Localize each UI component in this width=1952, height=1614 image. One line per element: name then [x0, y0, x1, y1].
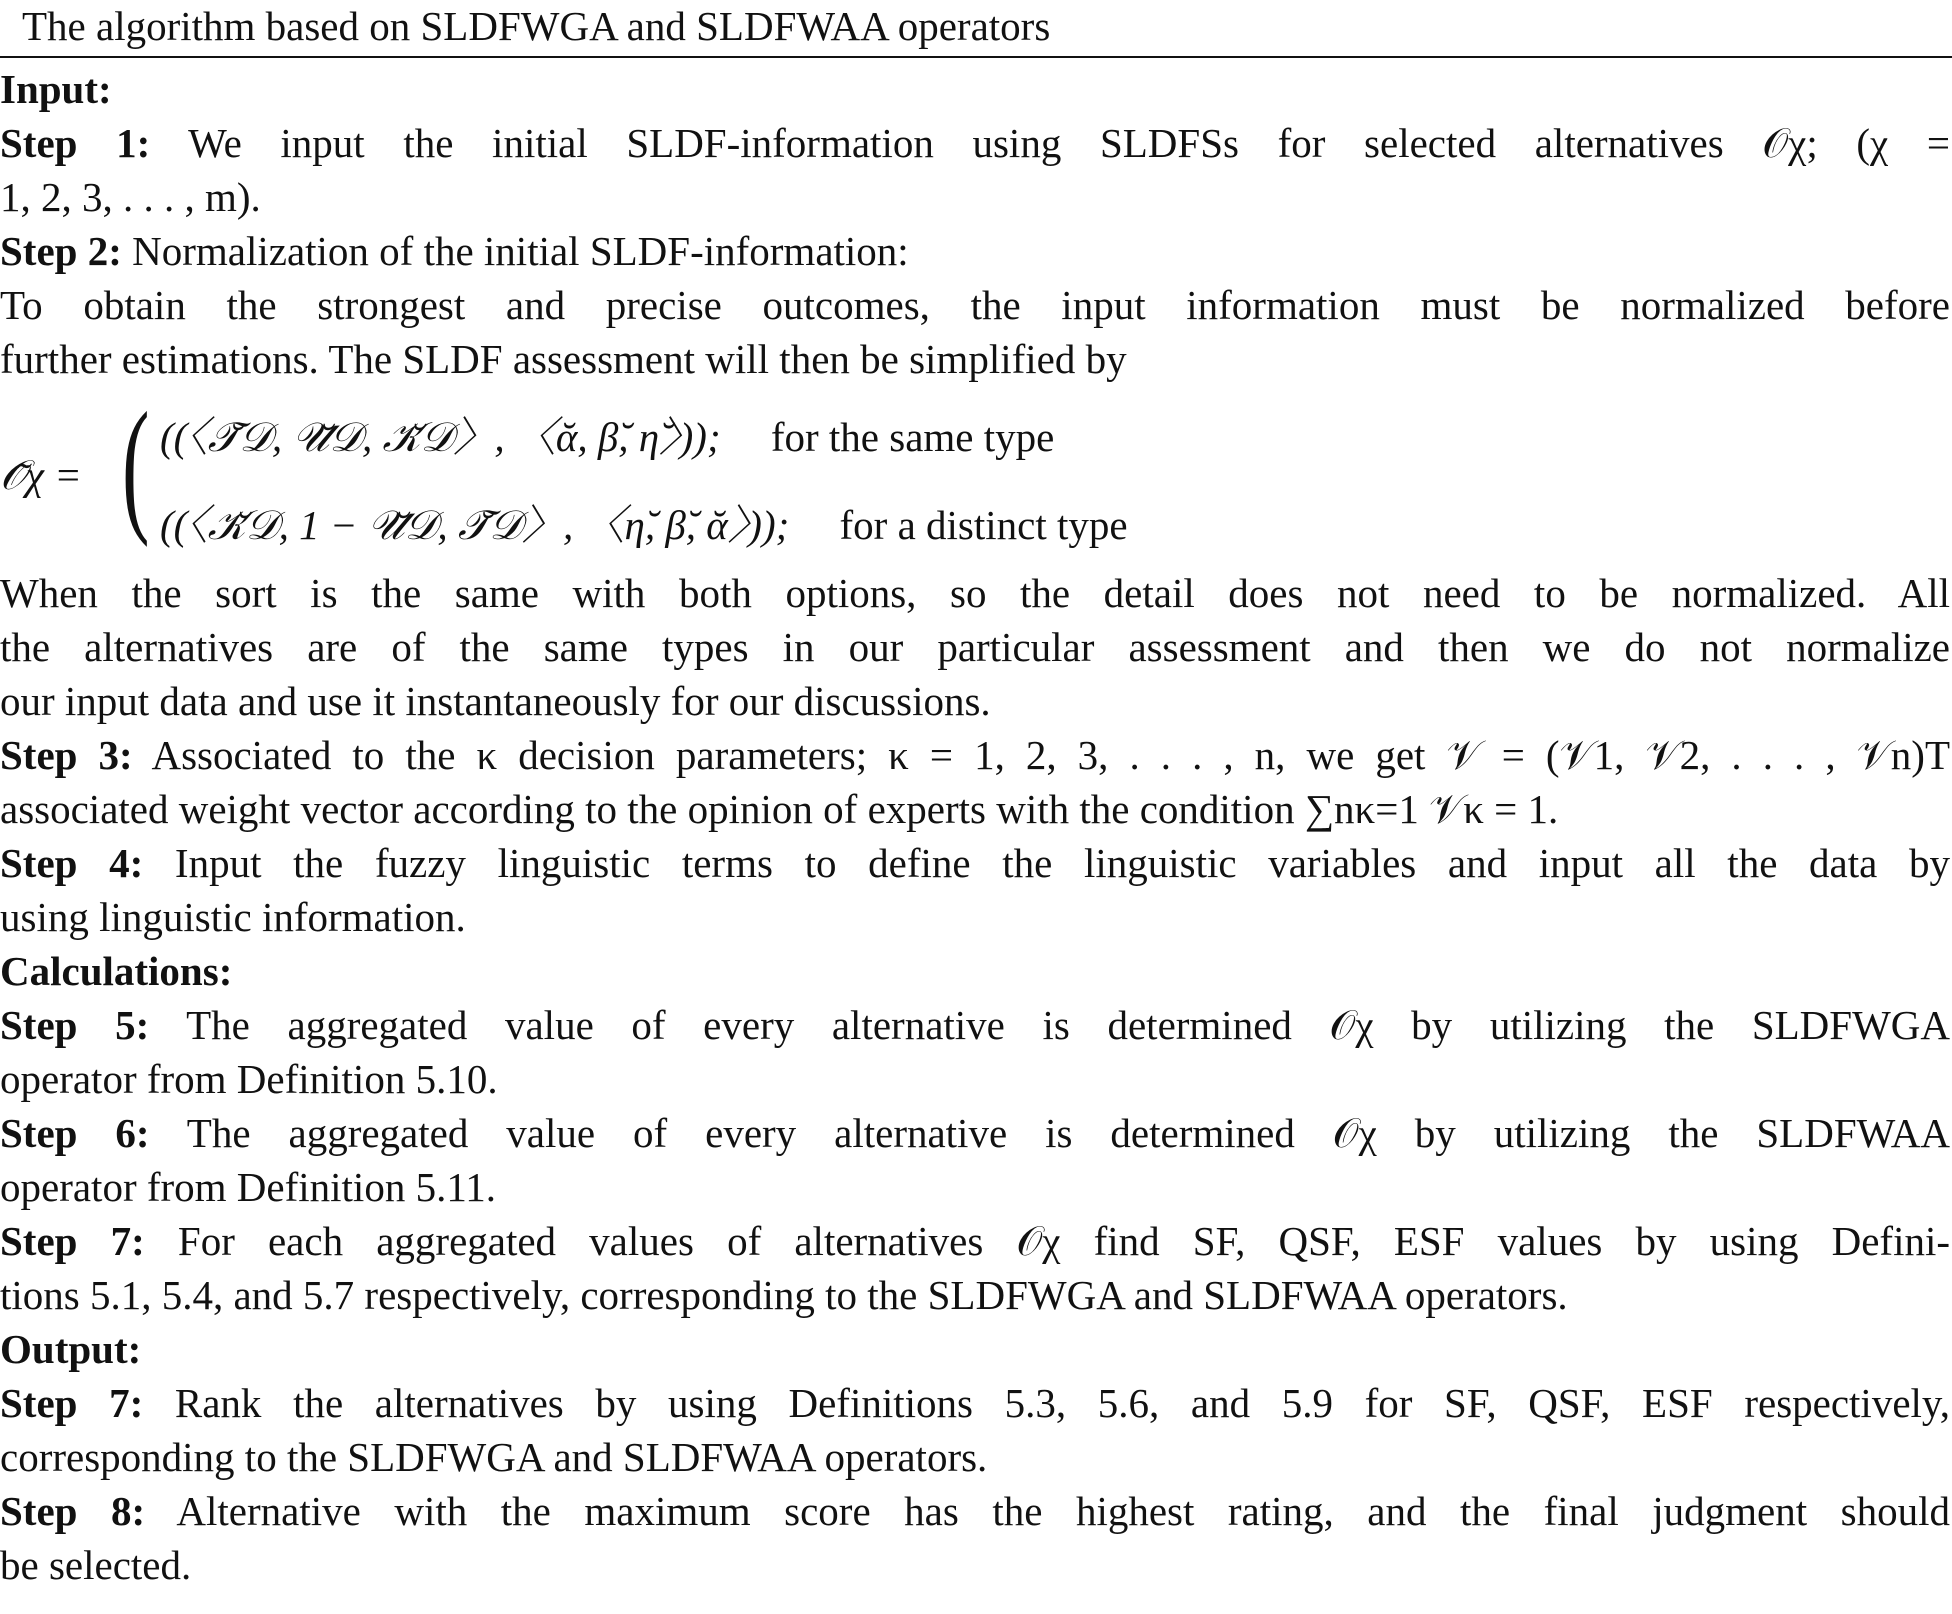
step6-line1: [0, 1106, 1950, 1160]
normalization-formula: [0, 382, 1200, 566]
algorithm-body: [0, 62, 1950, 1592]
step8-label: Step 8:: [0, 1488, 146, 1534]
step6-label: Step 6:: [0, 1110, 150, 1156]
step3-label: Step 3:: [0, 732, 133, 778]
formula-row2-type: for a distinct type: [839, 502, 1128, 548]
calculations-heading: Calculations:: [0, 948, 233, 994]
formula-row2-expr: ((〈𝒦̆𝒟, 1 − 𝒰̆𝒟, 𝒯̆𝒟〉, 〈η̆, β̆, ᾰ〉));: [160, 502, 790, 548]
step8-line1: [0, 1484, 1950, 1538]
step7a-line2: tions 5.1, 5.4, and 5.7 respectively, corresponding to the SLDFWGA and SLDFWAA operators.: [0, 1272, 1568, 1318]
step3-text-1: Associated to the κ decision parameters; κ = 1, 2, 3, . . . , n, we get 𝒱 = (𝒱1, 𝒱2, . . . , 𝒱n)T: [151, 732, 1950, 778]
step7a-text-1: For each aggregated values of alternatives 𝒪χ find SF, QSF, ESF values by using Defini-: [177, 1218, 1951, 1264]
formula-row1-expr: ((〈𝒯̆𝒟, 𝒰̆𝒟, 𝒦̆𝒟〉, 〈ᾰ, β̆, η̆〉));: [160, 414, 721, 460]
step7b-text-1: Rank the alternatives by using Definitions 5.3, 5.6, and 5.9 for SF, QSF, ESF respectively,: [174, 1380, 1951, 1426]
step2-line: [0, 224, 1950, 278]
step5-text-1: The aggregated value of every alternative is determined 𝒪χ by utilizing the SLDFWGA: [186, 1002, 1950, 1048]
step5-line2: operator from Definition 5.10.: [0, 1056, 498, 1102]
step2-para-line2: further estimations. The SLDF assessment will then be simplified by: [0, 336, 1127, 382]
step2-para-line1: To obtain the strongest and precise outcomes, the input information must be normalized before: [0, 282, 1950, 328]
step4-line2: using linguistic information.: [0, 894, 466, 940]
step5-label: Step 5:: [0, 1002, 150, 1048]
formula-row-distinct-type: [160, 498, 1128, 552]
step8-line2: be selected.: [0, 1542, 192, 1588]
step6-text-1: The aggregated value of every alternative is determined 𝒪χ by utilizing the SLDFWAA: [186, 1110, 1951, 1156]
step6-line2: operator from Definition 5.11.: [0, 1164, 497, 1210]
formula-row1-type: for the same type: [770, 414, 1055, 460]
step3-line1: [0, 728, 1950, 782]
formula-brace: (: [122, 382, 150, 548]
step7a-line1: [0, 1214, 1950, 1268]
step8-text-1: Alternative with the maximum score has the highest rating, and the final judgment should: [176, 1488, 1951, 1534]
step2-label: Step 2:: [0, 228, 122, 274]
step1-text-1: We input the initial SLDF-information using SLDFSs for selected alternatives 𝒪χ; (χ =: [188, 120, 1951, 166]
step5-line1: [0, 998, 1950, 1052]
formula-lhs: 𝒪̃χ =: [0, 452, 82, 498]
step4-line1: [0, 836, 1950, 890]
normalize-para-line2: the alternatives are of the same types in our particular assessment and then we do not normalize: [0, 624, 1950, 670]
normalize-para-line3: our input data and use it instantaneously for our discussions.: [0, 678, 991, 724]
normalize-para-line1: When the sort is the same with both options, so the detail does not need to be normalized. All: [0, 570, 1950, 616]
step4-label: Step 4:: [0, 840, 144, 886]
step7b-line2: corresponding to the SLDFWGA and SLDFWAA operators.: [0, 1434, 988, 1480]
step7b-line1: [0, 1376, 1950, 1430]
step3-line2: associated weight vector according to the opinion of experts with the condition ∑nκ=1 𝒱κ = 1.: [0, 786, 1559, 832]
step2-text: Normalization of the initial SLDF-information:: [132, 228, 909, 274]
formula-row-same-type: [160, 410, 1054, 464]
step4-text-1: Input the fuzzy linguistic terms to define the linguistic variables and input all the data by: [174, 840, 1950, 886]
title-rule: [0, 56, 1952, 58]
step7a-label: Step 7:: [0, 1218, 145, 1264]
algorithm-title: The algorithm based on SLDFWGA and SLDFWAA operators: [22, 3, 1051, 49]
step1-line2: 1, 2, 3, . . . , m).: [0, 174, 261, 220]
step1-line1: [0, 116, 1950, 170]
step1-label: Step 1:: [0, 120, 151, 166]
input-heading: Input:: [0, 66, 112, 112]
output-heading: Output:: [0, 1326, 142, 1372]
step7b-label: Step 7:: [0, 1380, 144, 1426]
